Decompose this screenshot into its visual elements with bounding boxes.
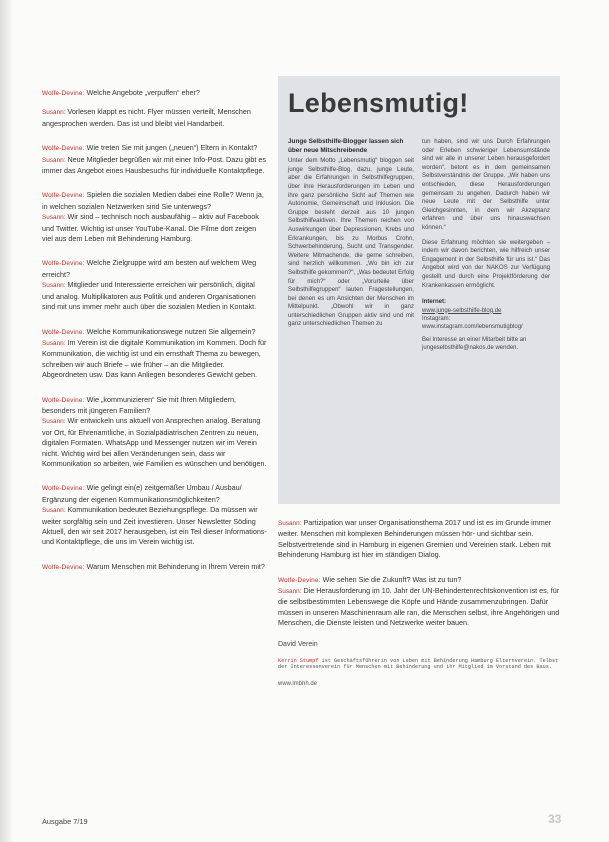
box-text: Diese Erfahrung möchten sie weitergeben – indem wir davon berichten, wie hilfreich unser Engagement in der Selbsthilfe für uns ist.“ Das Angebot wird von der NAKOS zur Verfügung gestellt und durch eine Projektförderung der Krankenkassen ermöglicht. [422, 238, 550, 289]
interview-paragraph: Susann: Wir entwickeln uns aktuell von Ansprechen analog. Beratung vor Ort, für Ehrenamtliche, in Sozialpädiatrischen Zentren zu neuen, digitalen Formaten. WhatsApp und Messenger nutzen wir im Verein nicht. Wichtig wird bei allen Veränderungen sein, dass wir Kommunikation so arbeiten, wie Familien es wünschen und benötigen. [42, 416, 267, 468]
interview-paragraph: Susann: Kommunikation bedeutet Beziehungspflege. Da müssen wir weiter sorgfältig sein und Zeit investieren. Unser Newsletter Söding Aktuell, den wir seit 2017 herausgeben, ist ein Teil dieser Informations- und Kontaktpflege, die uns im Verein wichtig ist. [42, 505, 267, 547]
issue-label: Ausgabe 7/19 [42, 817, 88, 826]
interview-paragraph: Wolfe-Devine: Wie treten Sie mit jungen („neuen“) Eltern in Kontakt? [42, 143, 258, 153]
interview-paragraph: Wolfe-Devine: Wie „kommunizieren“ Sie mit Ihren Mitgliedern, besonders mit jüngeren Familien? [42, 394, 237, 415]
interview-paragraph: Susann: Mitglieder und Interessierte erreichen wir persönlich, digital und analog. Multiplikatoren aus Politik und anderen Organisationen sind mit uns immer mehr auch über die sozialen Medien in Kontakt. [42, 280, 257, 312]
box-column-2 [422, 138, 550, 353]
box-column-1 [288, 138, 414, 329]
box-text: tun haben, sind wir uns Durch Erfahrungen oder Erleben schwieriger Lebensumstände sind wir alle in unserer Leben herausgefordert worden“, betont es in dem gemeinsamen Selbstverständnis der Gruppe. „Wir haben uns entschieden, diese Herausforderungen gemeinsam zu angehen. Dadurch haben wir neue Leute mit der Selbsthilfe unter Gleichgesinnten, in dem wir Akzeptanz erfahren und über uns hinauswachsen können.“ [422, 138, 550, 231]
interview-paragraph: Wolfe-Devine: Spielen die sozialen Medien dabei eine Rolle? Wenn ja, in welchen sozialen Netzwerken sind Sie unterwegs? [42, 190, 264, 211]
organisation-url[interactable]: www.lmbhh.de [278, 681, 318, 688]
right-column [278, 518, 560, 687]
signature: David Verein [278, 640, 318, 648]
interview-paragraph: Wolfe-Devine: Wie sehen Sie die Zukunft? Was ist zu tun? [278, 574, 462, 584]
author-name: Kerrin Stumpf [278, 657, 319, 664]
info-box [278, 76, 560, 504]
interview-paragraph: Susann: Wir sind – technisch noch ausbaufähig – aktiv auf Facebook und Twitter. Wichtig ist unser YouTube-Kanal. Die Filme dort zeigen viel aus dem Leben mit Behinderung Hamburg. [42, 212, 259, 244]
box-title: Lebensmutig! [288, 88, 469, 118]
instagram-link[interactable]: Instagram: www.instagram.com/lebensmutigblog/ [422, 315, 523, 331]
page-edge-shadow [0, 0, 12, 842]
interview-paragraph: Wolfe-Devine: Wie gelingt ein(e) zeitgemäßer Umbau / Ausbau/ Ergänzung der eigenen Kommunikationsmöglichkeiten? [42, 483, 242, 504]
interview-paragraph: Susann: Im Verein ist die digitale Kommunikation im Kommen. Doch für Kommunikation, die wichtig ist und ein ernsthaft Thema zu bewegen, schreiben wir auch Briefe – wie früher – an die Mitglieder. Abgeordneten usw. Das kann Anliegen besonderes Gewicht geben. [42, 337, 267, 380]
links-header: Internet: [422, 299, 446, 306]
interview-paragraph: Susann: Die Herausforderung im 10. Jahr der UN-Behindertenrechtskonvention ist es, für die selbstbestimmten Lebenswege die Köpfe und Hände zusammenzubringen. Dafür müssen in unseren Maschinenraum alle ran, die Menschen selbst, ihre Angehörigen und Menschen, die Dienste leisten und Netzwerke weiter bauen. [278, 586, 560, 628]
interview-paragraph: Wolfe-Devine: Welche Zielgruppe wird am besten auf welchem Weg erreicht? [42, 258, 257, 279]
interview-paragraph: Susann: Partizipation war unser Organisationsthema 2017 und ist es im Grunde immer weiter. Menschen mit komplexen Behinderungen müssen hör- und sichtbar sein. Selbstvertretende sind in Hamburg in eigenen Gremien und Vereinen stark. Leben mit Behinderung Hamburg ist hier im ständigen Dialog. [278, 518, 552, 560]
interview-paragraph: Susann: Vorlesen klappt es nicht. Flyer müssen verteilt, Menschen angesprochen werden. Das ist und bleibt viel Handarbeit. [42, 107, 251, 128]
interview-paragraph: Susann: Neue Mitglieder begrüßen wir mit einer Info-Post. Dazu gibt es immer das Angebot eines Hausbesuchs für individuelle Kontaktpflege. [42, 154, 266, 176]
left-column [42, 88, 268, 581]
box-links [422, 298, 550, 352]
interview-paragraph: Wolfe-Devine: Warum Menschen mit Behinderung in Ihrem Verein mit? [42, 561, 265, 571]
interview-paragraph: Wolfe-Devine: Welche Angebote „verpuffen“ eher? [42, 88, 200, 97]
box-lead: Junge Selbsthilfe-Blogger lassen sich über neue Mitschreibende [288, 138, 404, 154]
author-bio-text: ist Geschäftsführerin von Leben mit Behinderung Hamburg Elternverein. Telbst der Interessenverein für Menschen mit Behinderung und ihr Mitglied im Vorstand des Baus. [278, 657, 559, 671]
interview-paragraph: Wolfe-Devine: Welche Kommunikationswege nutzen Sie allgemein? [42, 326, 256, 336]
author-bio [278, 658, 560, 672]
blog-link[interactable]: www.junge-selbsthilfe-blog.de [422, 307, 502, 314]
box-note: Bei Interesse an einer Mitarbeit bitte an jungeselbsthilfe@nakos.de wenden. [422, 336, 527, 352]
box-text: Unter dem Motto „Lebensmutig“ bloggen seit junge Selbsthilfe-Blog, dazu, junge Leute, aber die Erfahrungen in Selbsthilfegruppen, über ihre Herausforderungen im Leben und ihre ganz persönliche Sicht auf Themen wie Autonomie, Gemeinschaft und Inklusion. Die Gruppe besteht derzeit aus 10 jungen Selbsthilfeaktiven. Ihre Themen reichen von Auswirkungen über Depressionen, Krebs und Erkrankungen, bis zu Morbus Crohn, Schwerbehinderung, Sucht und Transgender. Weitere Mitmachende, die gerne schreiben, sind herzlich willkommen. „Wo bin ich zur Selbsthilfe gekommen?“, „Was bedeutet Erfolg für mich?“ oder „Vorurteile über Selbsthilfegruppen“ lauten Fragestellungen, bei denen es um Ansichten der Menschen im Mittelpunkt. „Obwohl wir in ganz unterschiedlichen Gruppen aktiv sind und mit ganz unterschiedlichen Themen zu [288, 157, 414, 328]
page-number: 33 [548, 812, 562, 826]
